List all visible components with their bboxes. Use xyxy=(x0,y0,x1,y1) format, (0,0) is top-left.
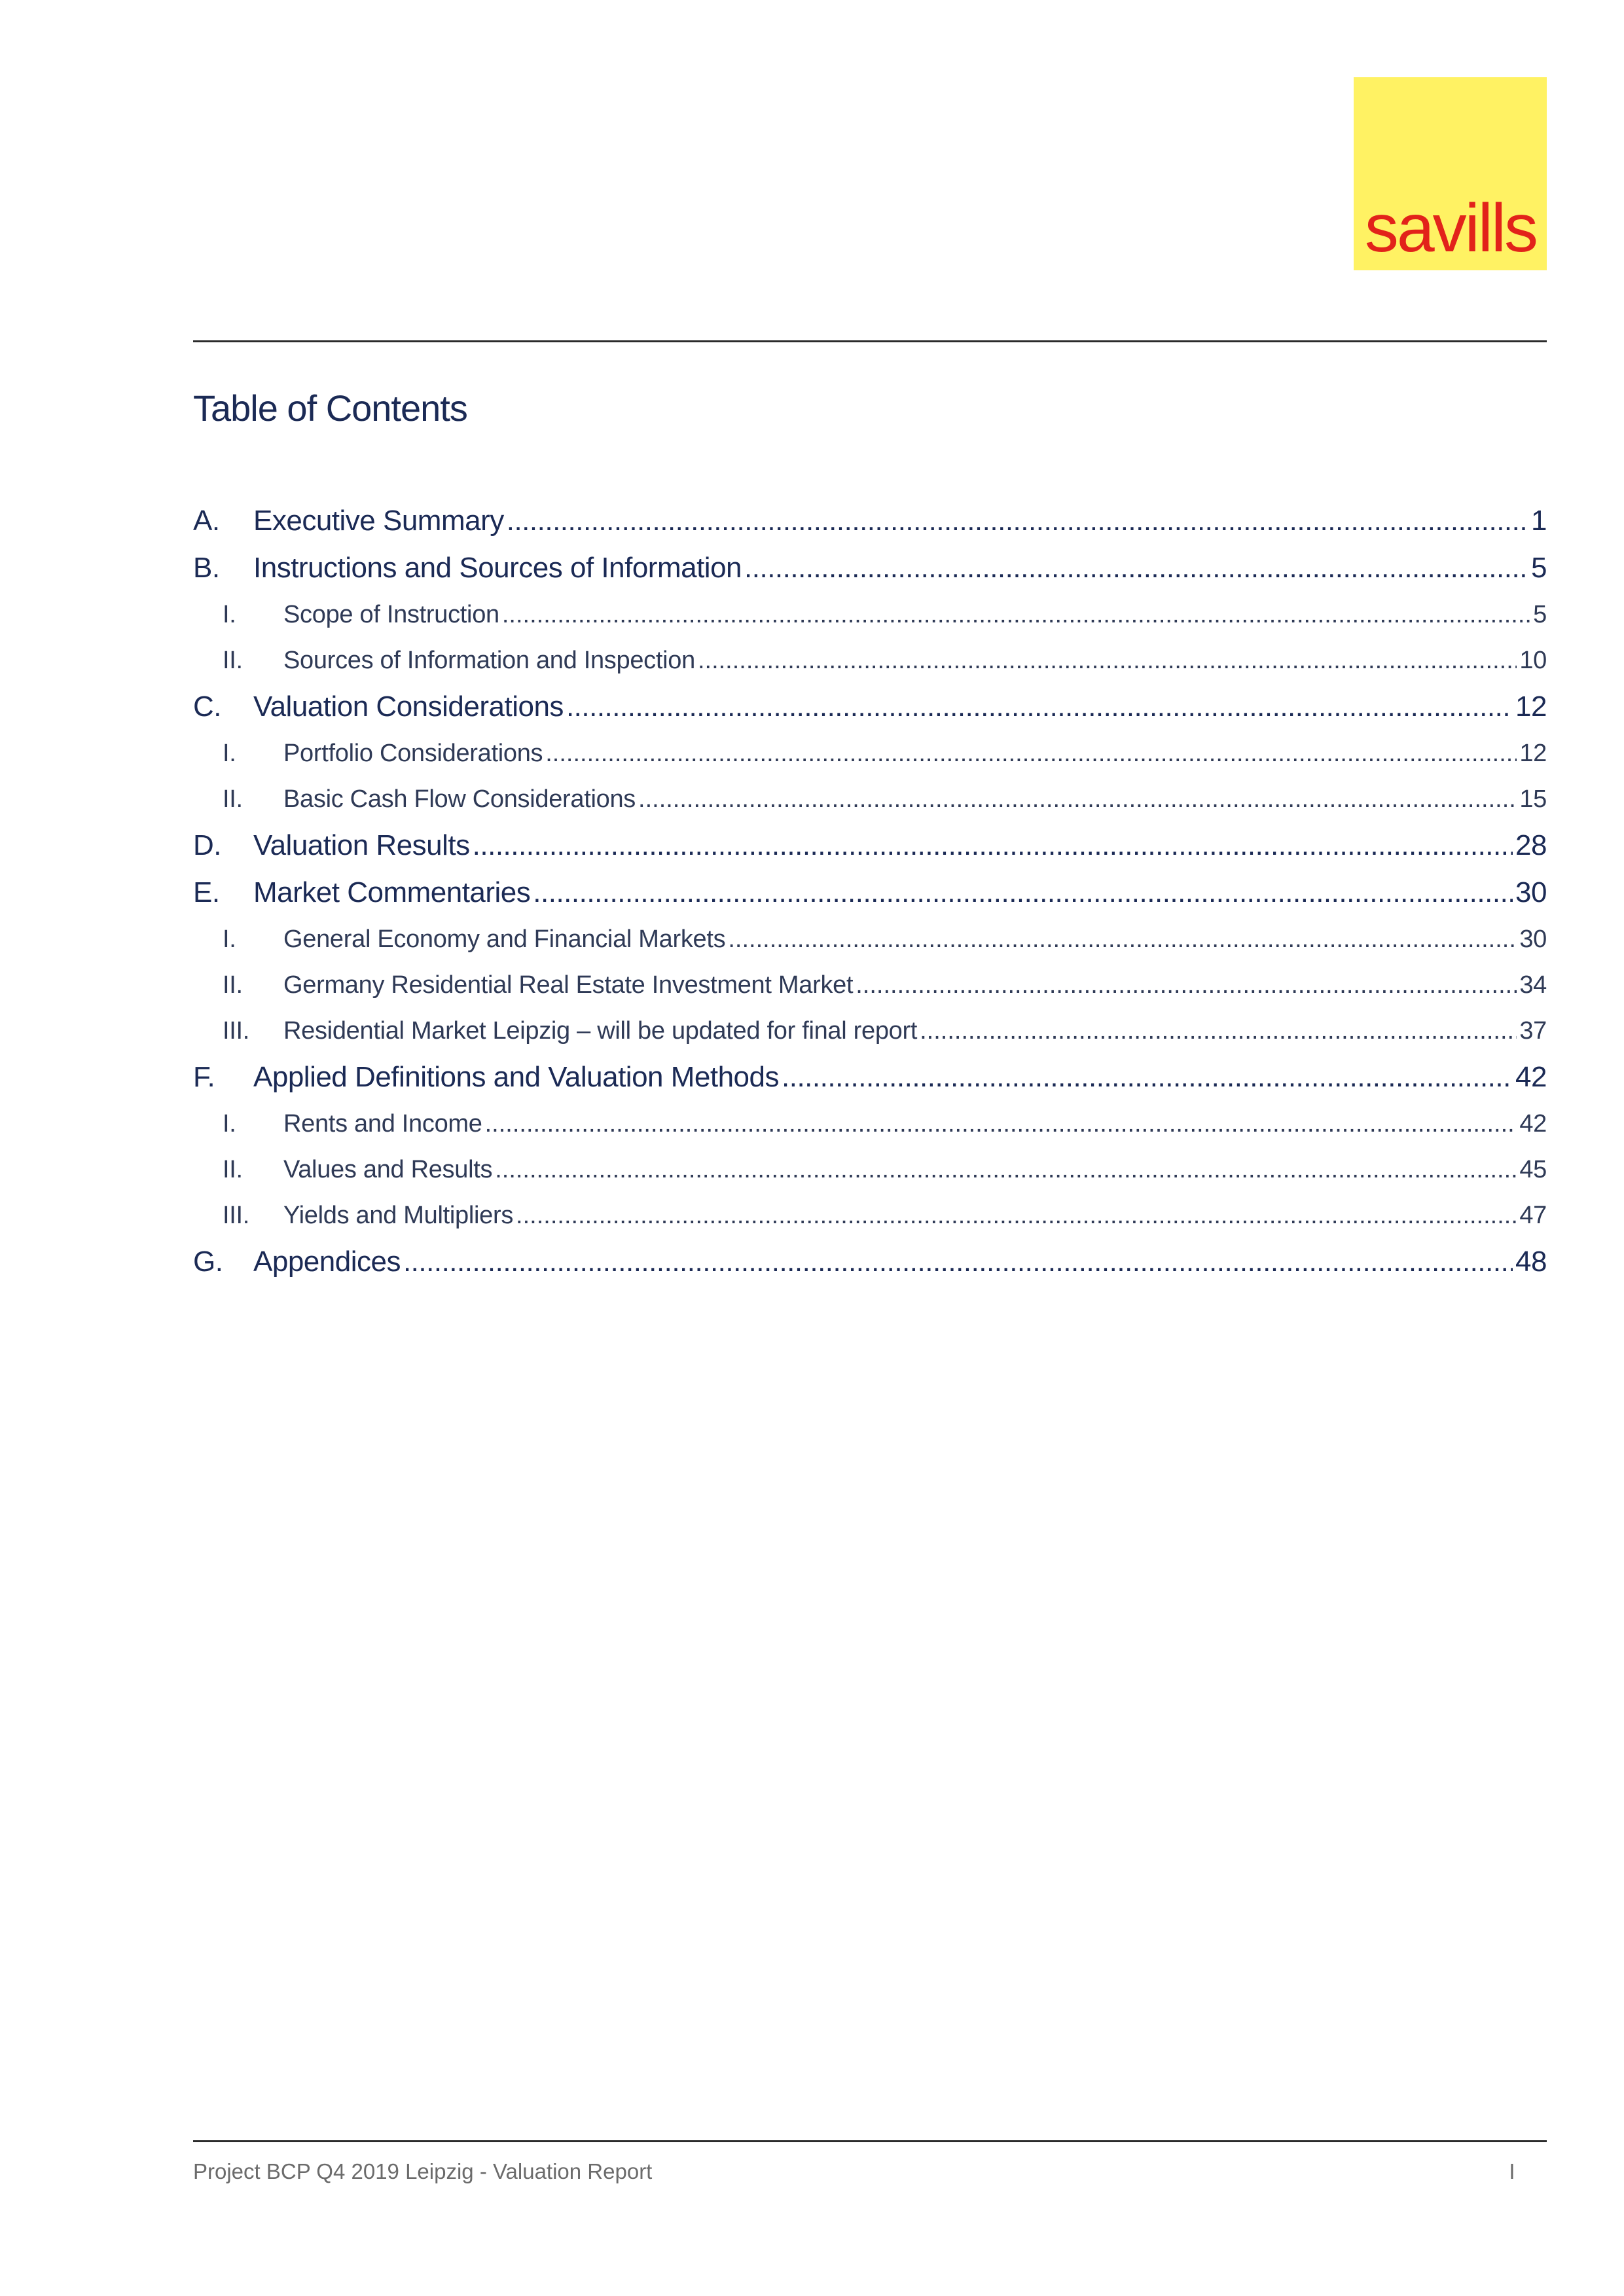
toc-subsection-entry[interactable] xyxy=(193,1193,1547,1238)
toc-dot-leader xyxy=(485,1101,1517,1147)
header-divider xyxy=(193,340,1547,342)
toc-dot-leader xyxy=(495,1147,1517,1193)
toc-dot-leader xyxy=(516,1193,1517,1238)
toc-entry-number: D. xyxy=(193,829,221,861)
toc-subsection-entry[interactable] xyxy=(193,637,1547,683)
toc-dot-leader xyxy=(533,869,1513,916)
toc-entry-page-number: 30 xyxy=(1515,876,1547,908)
toc-entry-page-number: 48 xyxy=(1515,1246,1547,1278)
toc-dot-leader xyxy=(507,497,1528,545)
toc-entry-line xyxy=(283,1193,1547,1238)
toc-entry-page-number: 5 xyxy=(1531,552,1547,584)
toc-entry-line xyxy=(283,776,1547,822)
toc-dot-leader xyxy=(782,1054,1513,1101)
toc-dot-leader xyxy=(502,592,1530,637)
toc-entry-line xyxy=(283,962,1547,1008)
toc-dot-leader xyxy=(728,916,1517,962)
toc-entry-line xyxy=(283,1147,1547,1193)
toc-entry-page-number: 45 xyxy=(1519,1156,1547,1183)
toc-entry-page-number: 5 xyxy=(1533,601,1547,628)
toc-entry-page-number: 47 xyxy=(1519,1202,1547,1229)
toc-subsection-entry[interactable] xyxy=(193,916,1547,962)
toc-entry-number: II. xyxy=(223,971,243,999)
savills-logo xyxy=(1354,77,1547,270)
toc-entry-number: I. xyxy=(223,1110,236,1138)
toc-section-entry[interactable] xyxy=(193,1238,1547,1285)
toc-entry-number: I. xyxy=(223,740,236,767)
toc-entry-page-number: 34 xyxy=(1519,971,1547,999)
toc-dot-leader xyxy=(403,1238,1513,1285)
toc-entry-page-number: 10 xyxy=(1519,647,1547,674)
toc-entry-label: Residential Market Leipzig – will be updated for final report xyxy=(283,1017,918,1045)
toc-dot-leader xyxy=(698,637,1517,683)
toc-entry-number: B. xyxy=(193,552,220,584)
toc-dot-leader xyxy=(920,1008,1517,1054)
toc-entry-line xyxy=(283,730,1547,776)
toc-entry-line xyxy=(283,637,1547,683)
toc-entry-label: Germany Residential Real Estate Investment Market xyxy=(283,971,854,999)
toc-section-entry[interactable] xyxy=(193,822,1547,869)
toc-entry-number: II. xyxy=(223,785,243,813)
toc-entry-line xyxy=(253,1054,1547,1101)
toc-entry-label: Instructions and Sources of Information xyxy=(253,552,742,584)
toc-entry-label: General Economy and Financial Markets xyxy=(283,925,726,953)
toc-entry-line xyxy=(253,869,1547,916)
toc-entry-label: Sources of Information and Inspection xyxy=(283,647,695,674)
toc-section-entry[interactable] xyxy=(193,683,1547,730)
toc-subsection-entry[interactable] xyxy=(193,730,1547,776)
toc-entry-number: III. xyxy=(223,1202,250,1229)
toc-subsection-entry[interactable] xyxy=(193,1147,1547,1193)
toc-entry-number: G. xyxy=(193,1246,223,1278)
toc-entry-line xyxy=(253,822,1547,869)
toc-entry-page-number: 12 xyxy=(1515,691,1547,723)
page-title: Table of Contents xyxy=(193,387,467,429)
toc-entry-label: Yields and Multipliers xyxy=(283,1202,514,1229)
toc-section-entry[interactable] xyxy=(193,1054,1547,1101)
toc-entry-number: C. xyxy=(193,691,221,723)
toc-subsection-entry[interactable] xyxy=(193,1008,1547,1054)
toc-entry-number: E. xyxy=(193,876,220,908)
toc-subsection-entry[interactable] xyxy=(193,962,1547,1008)
toc-entry-line xyxy=(283,1008,1547,1054)
toc-entry-number: A. xyxy=(193,505,220,537)
toc-entry-line xyxy=(283,916,1547,962)
toc-entry-page-number: 30 xyxy=(1519,925,1547,953)
toc-entry-number: III. xyxy=(223,1017,250,1045)
logo-wordmark: savills xyxy=(1364,190,1536,266)
toc-dot-leader xyxy=(638,776,1517,822)
toc-entry-page-number: 42 xyxy=(1519,1110,1547,1138)
toc-entry-label: Appendices xyxy=(253,1246,401,1278)
toc-dot-leader xyxy=(473,822,1513,869)
footer-document-title: Project BCP Q4 2019 Leipzig - Valuation Report xyxy=(193,2159,653,2183)
toc-entry-label: Valuation Considerations xyxy=(253,691,564,723)
toc-entry-number: II. xyxy=(223,647,243,674)
toc-entry-line xyxy=(283,1101,1547,1147)
toc-dot-leader xyxy=(566,683,1513,730)
toc-entry-label: Valuation Results xyxy=(253,829,470,861)
toc-subsection-entry[interactable] xyxy=(193,592,1547,637)
toc-entry-number: II. xyxy=(223,1156,243,1183)
toc-entry-page-number: 28 xyxy=(1515,829,1547,861)
toc-entry-page-number: 37 xyxy=(1519,1017,1547,1045)
toc-dot-leader xyxy=(744,545,1528,592)
toc-entry-label: Market Commentaries xyxy=(253,876,531,908)
toc-entry-line xyxy=(253,1238,1547,1285)
toc-section-entry[interactable] xyxy=(193,497,1547,545)
toc-entry-number: I. xyxy=(223,601,236,628)
toc-section-entry[interactable] xyxy=(193,545,1547,592)
toc-entry-line xyxy=(283,592,1547,637)
toc-dot-leader xyxy=(545,730,1517,776)
toc-entry-page-number: 1 xyxy=(1531,505,1547,537)
toc-section-entry[interactable] xyxy=(193,869,1547,916)
toc-entry-page-number: 15 xyxy=(1519,785,1547,813)
toc-entry-label: Basic Cash Flow Considerations xyxy=(283,785,636,813)
toc-entry-number: I. xyxy=(223,925,236,953)
toc-entry-page-number: 12 xyxy=(1519,740,1547,767)
table-of-contents xyxy=(193,497,1547,1285)
toc-subsection-entry[interactable] xyxy=(193,1101,1547,1147)
toc-entry-label: Executive Summary xyxy=(253,505,504,537)
toc-entry-line xyxy=(253,545,1547,592)
toc-entry-label: Values and Results xyxy=(283,1156,493,1183)
footer-page-number: I xyxy=(1509,2159,1515,2183)
footer-divider xyxy=(193,2140,1547,2142)
toc-entry-label: Scope of Instruction xyxy=(283,601,499,628)
toc-subsection-entry[interactable] xyxy=(193,776,1547,822)
toc-entry-page-number: 42 xyxy=(1515,1061,1547,1093)
toc-entry-line xyxy=(253,497,1547,545)
toc-entry-label: Portfolio Considerations xyxy=(283,740,543,767)
toc-entry-line xyxy=(253,683,1547,730)
toc-entry-number: F. xyxy=(193,1061,215,1093)
toc-dot-leader xyxy=(856,962,1517,1008)
toc-entry-label: Rents and Income xyxy=(283,1110,482,1138)
toc-entry-label: Applied Definitions and Valuation Methods xyxy=(253,1061,779,1093)
